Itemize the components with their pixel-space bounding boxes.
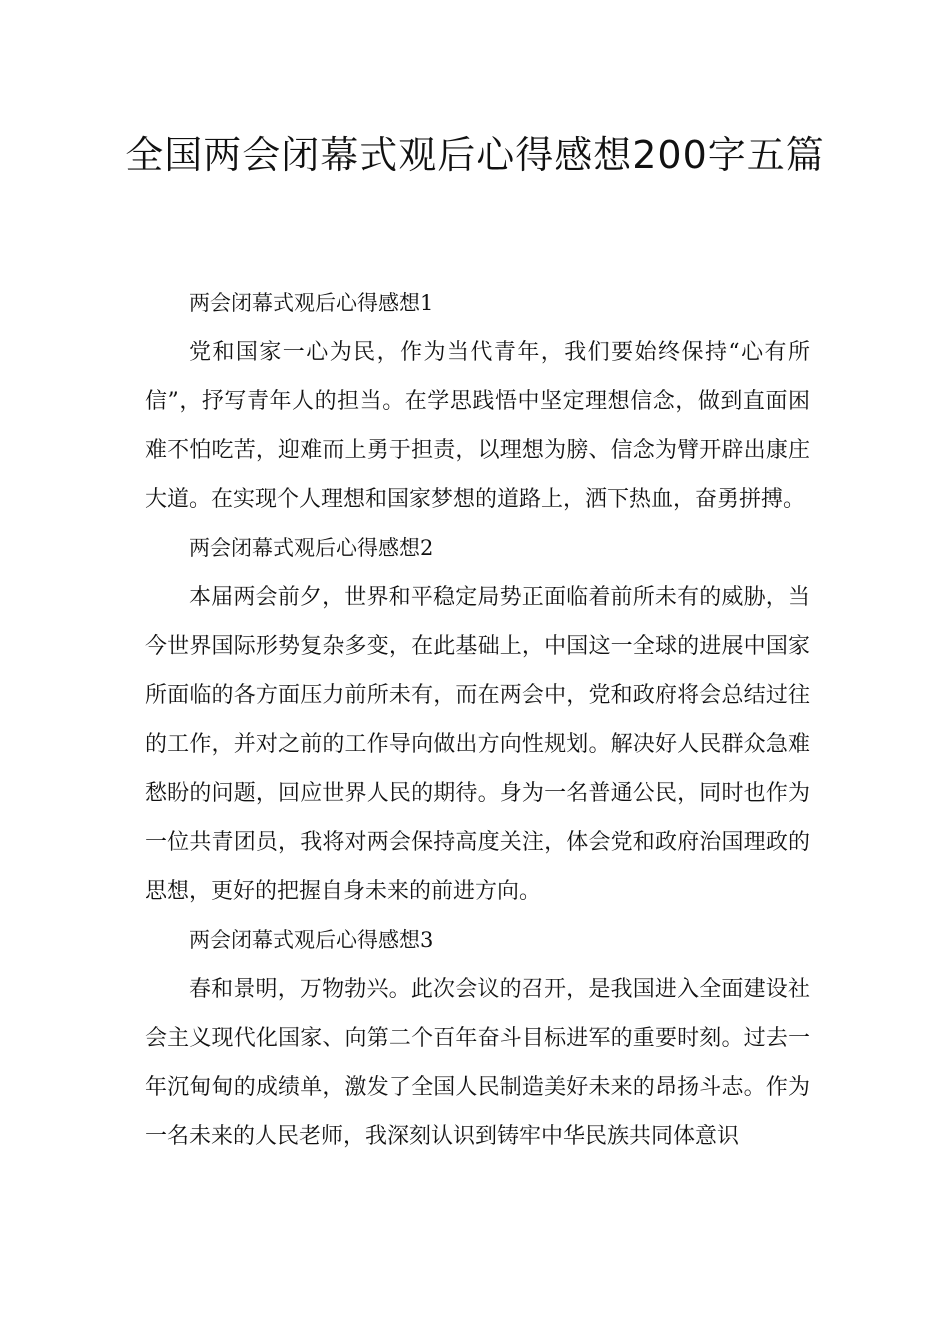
document-title: 全国两会闭幕式观后心得感想200字五篇 <box>125 133 825 177</box>
section-paragraph-1: 党和国家一心为民，作为当代青年，我们要始终保持“心有所信”，抒写青年人的担当。在学思践悟中坚定理想信念，做到直面困难不怕吃苦，迎难而上勇于担责，以理想为膀、信念为臂开辟出康庄大道。在实现个人理想和国家梦想的道路上，洒下热血，奋勇拼搏。 <box>145 340 810 512</box>
section-heading-2: 两会闭幕式观后心得感想2 <box>189 536 434 560</box>
section-paragraph-2: 本届两会前夕，世界和平稳定局势正面临着前所未有的威胁，当今世界国际形势复杂多变，在此基础上，中国这一全球的进展中国家所面临的各方面压力前所未有，而在两会中，党和政府将会总结过往的工作，并对之前的工作导向做出方向性规划。解决好人民群众急难愁盼的问题，回应世界人民的期待。身为一名普通公民，同时也作为一位共青团员，我将对两会保持高度关注，体会党和政府治国理政的思想，更好的把握自身未来的前进方向。 <box>145 585 810 904</box>
section-heading-1: 两会闭幕式观后心得感想1 <box>189 291 434 315</box>
document-body <box>145 279 810 1161</box>
section-paragraph-3: 春和景明，万物勃兴。此次会议的召开，是我国进入全面建设社会主义现代化国家、向第二个百年奋斗目标进军的重要时刻。过去一年沉甸甸的成绩单，激发了全国人民制造美好未来的昂扬斗志。作为一名未来的人民老师，我深刻认识到铸牢中华民族共同体意识 <box>145 977 810 1149</box>
section-heading-3: 两会闭幕式观后心得感想3 <box>189 928 434 952</box>
